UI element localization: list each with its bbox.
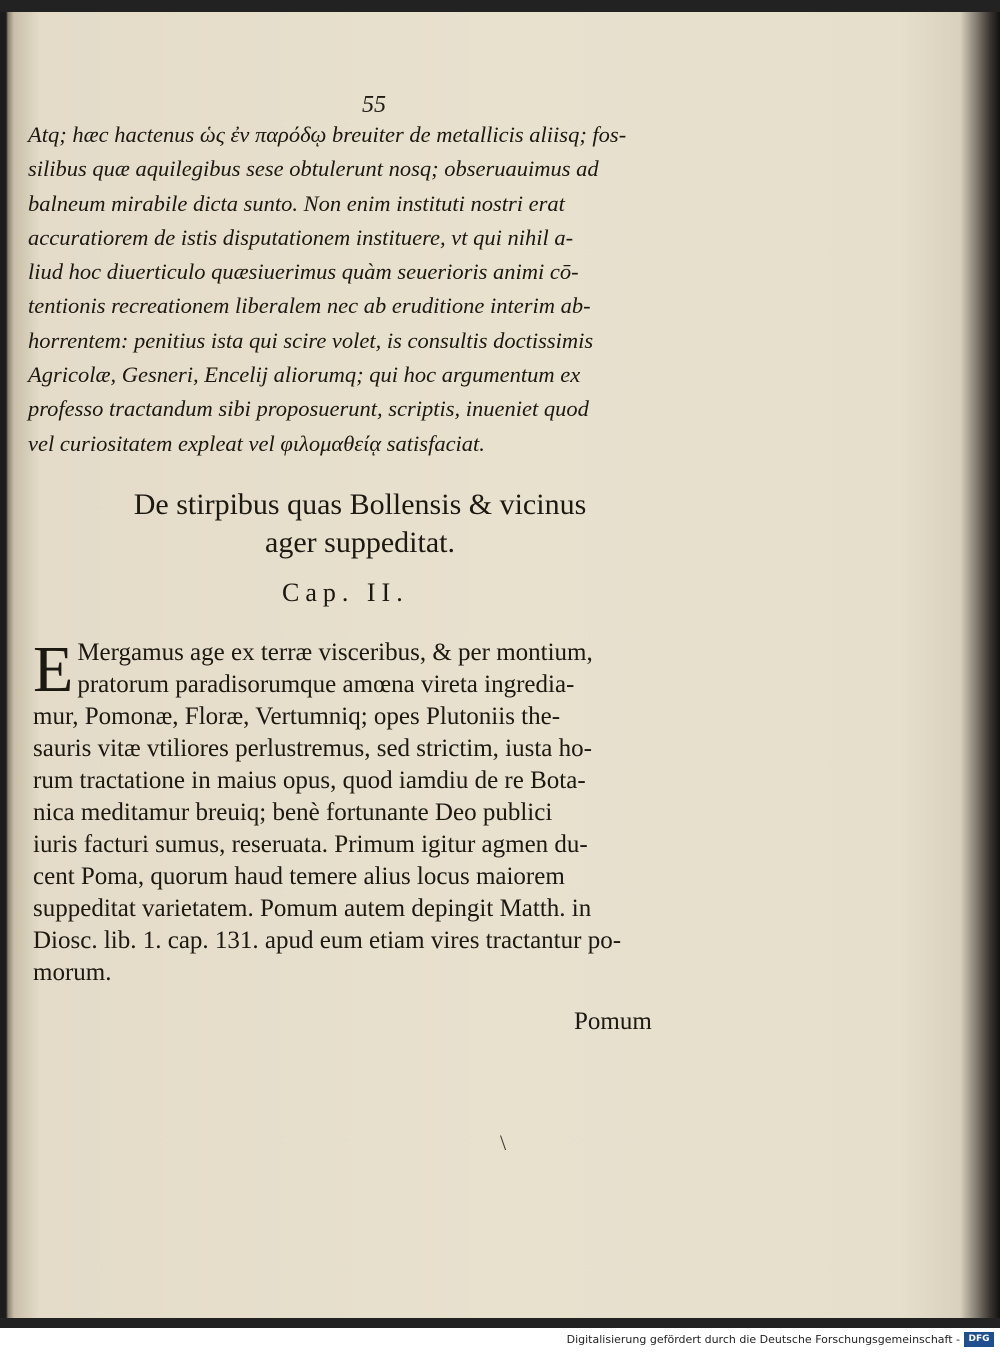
- body-line: iuris facturi sumus, reseruata. Primum igitur agmen du-: [33, 831, 588, 858]
- italic-line: Atq; hæc hactenus ὡς ἐν παρόδῳ breuiter de metallicis aliisq; fos-: [28, 122, 627, 147]
- body-line: sauris vitæ vtiliores perlustremus, sed strictim, iusta ho-: [33, 735, 592, 762]
- body-line: pratorum paradisorumque amœna vireta ingredia-: [77, 671, 575, 698]
- dfg-logo[interactable]: DFG: [964, 1332, 994, 1347]
- catchword: Pomum: [574, 1008, 652, 1035]
- page-mark: \: [500, 1130, 507, 1155]
- chapter-title: [90, 486, 630, 562]
- chapter-title-line: ager suppeditat.: [265, 526, 455, 559]
- italic-line: professo tractandum sibi proposuerunt, scriptis, inueniet quod: [28, 396, 589, 422]
- italic-line: vel curiositatem expleat vel φιλομαθείᾳ satisfaciat.: [28, 430, 485, 456]
- italic-line: liud hoc diuerticulo quæsiuerimus quàm seuerioris animi cō-: [28, 259, 579, 285]
- drop-cap: E: [33, 633, 74, 706]
- body-line: Diosc. lib. 1. cap. 131. apud eum etiam vires tractantur po-: [33, 927, 622, 954]
- chapter-number: Cap. II.: [282, 578, 409, 607]
- body-line: nica meditamur breuiq; benè fortunante Deo publici: [33, 799, 553, 826]
- body-line: cent Poma, quorum haud temere alius locus maiorem: [33, 863, 565, 890]
- italic-line: Agricolæ, Gesneri, Encelij aliorumq; qui hoc argumentum ex: [28, 362, 581, 388]
- body-line: suppeditat varietatem. Pomum autem depingit Matth. in: [33, 895, 592, 922]
- body-line: morum.: [33, 959, 112, 986]
- italic-line: silibus quæ aquilegibus sese obtulerunt nosq; obseruauimus ad: [28, 156, 599, 182]
- body-line: Mergamus age ex terræ visceribus, & per montium,: [77, 639, 593, 666]
- italic-line: tentionis recreationem liberalem nec ab eruditione interim ab-: [28, 293, 591, 319]
- footer-credit: Digitalisierung gefördert durch die Deutsche Forschungsgemeinschaft -: [566, 1333, 960, 1346]
- chapter-title-line: De stirpibus quas Bollensis & vicinus: [133, 488, 587, 521]
- italic-paragraph: [28, 118, 678, 461]
- italic-line: horrentem: penitius ista qui scire volet, is consultis doctissimis: [28, 327, 594, 353]
- body-line: rum tractatione in maius opus, quod iamdiu de re Bota-: [33, 767, 586, 794]
- body-paragraph: [33, 633, 683, 989]
- body-line: mur, Pomonæ, Floræ, Vertumniq; opes Plutoniis the-: [33, 703, 561, 730]
- italic-line: balneum mirabile dicta sunto. Non enim instituti nostri erat: [28, 190, 565, 216]
- italic-line: accuratiorem de istis disputationem instituere, vt qui nihil a-: [28, 224, 574, 250]
- page-number: 55: [362, 92, 386, 118]
- footer-bar: [0, 1328, 1000, 1353]
